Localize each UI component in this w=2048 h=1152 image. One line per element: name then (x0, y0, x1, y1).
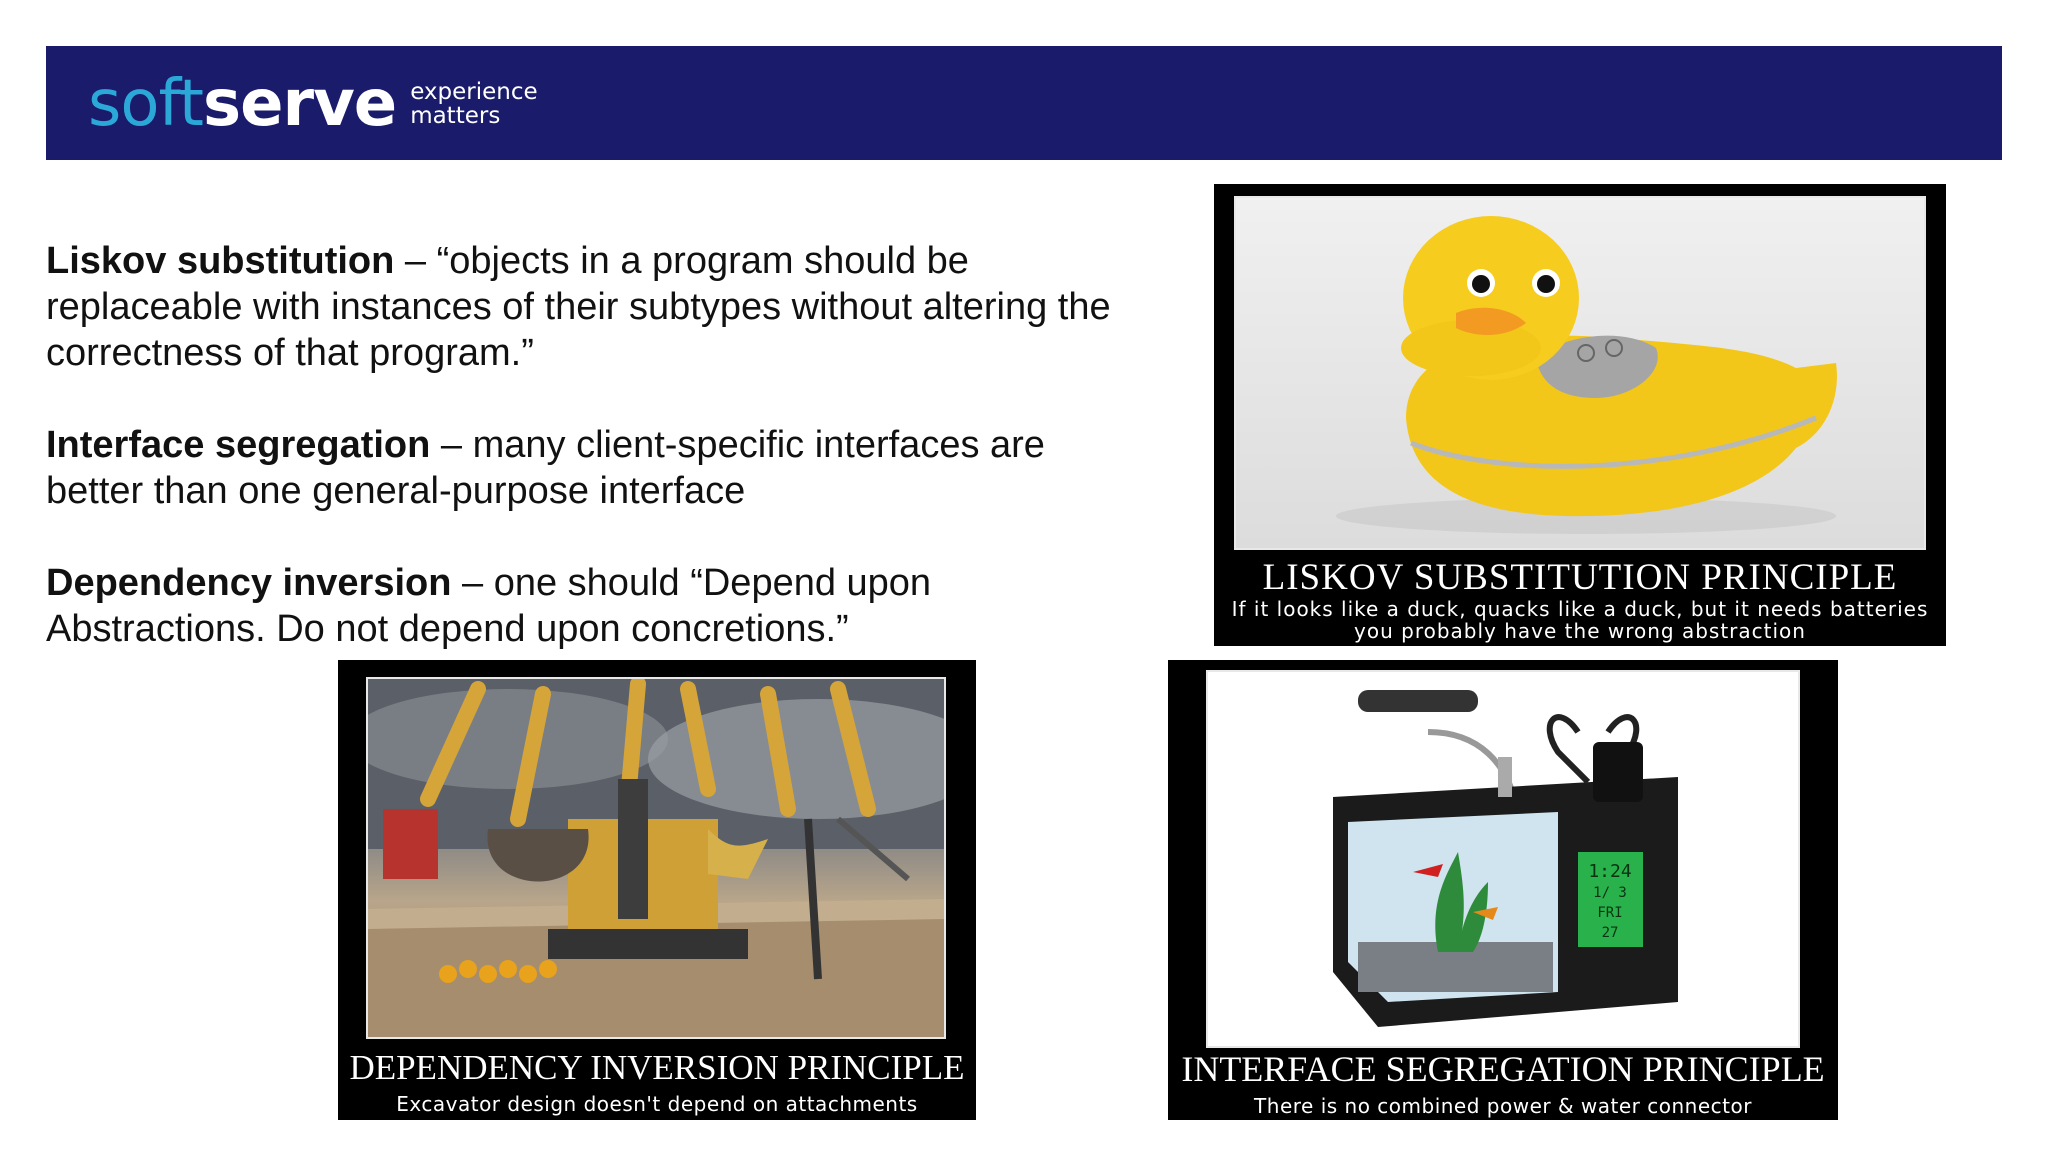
dependency-poster-title: DEPENDENCY INVERSION PRINCIPLE (349, 1048, 965, 1087)
tagline-line-1: experience (410, 79, 538, 105)
clock-time: 1:24 (1588, 861, 1632, 882)
logo-soft-text: soft (88, 67, 203, 141)
softserve-logo (88, 64, 538, 144)
dependency-definition: – one should “Depend upon Abstractions. Do not depend upon concretions.” (46, 562, 932, 650)
liskov-definition: – “objects in a program should be replaceable with instances of their subtypes without altering the correctness of that program.” (46, 240, 1111, 374)
interface-poster-title: INTERFACE SEGREGATION PRINCIPLE (1181, 1049, 1825, 1089)
header-banner (46, 46, 2002, 160)
dependency-poster-caption: Excavator design doesn't depend on attachments (396, 1092, 918, 1116)
dependency-term: Dependency inversion (46, 562, 452, 604)
liskov-poster (1214, 184, 1946, 646)
clock-temp: 27 (1601, 925, 1619, 941)
interface-term: Interface segregation (46, 424, 431, 466)
liskov-poster-caption (1214, 598, 1946, 642)
liskov-caption-line-1: If it looks like a duck, quacks like a duck, but it needs batteries (1231, 597, 1929, 621)
liskov-poster-title: LISKOV SUBSTITUTION PRINCIPLE (1262, 557, 1898, 598)
excavator-image (366, 677, 946, 1039)
liskov-caption-line-2: you probably have the wrong abstraction (1354, 619, 1806, 643)
logo-serve-text: serve (203, 67, 397, 141)
tagline-line-2: matters (410, 103, 501, 129)
dependency-paragraph (46, 560, 1006, 652)
liskov-paragraph (46, 238, 1146, 376)
rubber-duck-image (1234, 196, 1926, 550)
dependency-poster (338, 660, 976, 1120)
clock-day: FRI (1597, 905, 1623, 921)
aquarium-image (1206, 670, 1800, 1048)
liskov-term: Liskov substitution (46, 240, 395, 282)
interface-paragraph (46, 422, 1086, 514)
interface-poster (1168, 660, 1838, 1120)
interface-definition: – many client-specific interfaces are better than one general-purpose interface (46, 424, 1045, 512)
clock-date: 1/ 3 (1593, 885, 1627, 901)
interface-poster-caption: There is no combined power & water connector (1254, 1094, 1752, 1118)
logo-tagline (410, 80, 537, 128)
principles-text (46, 238, 1146, 698)
